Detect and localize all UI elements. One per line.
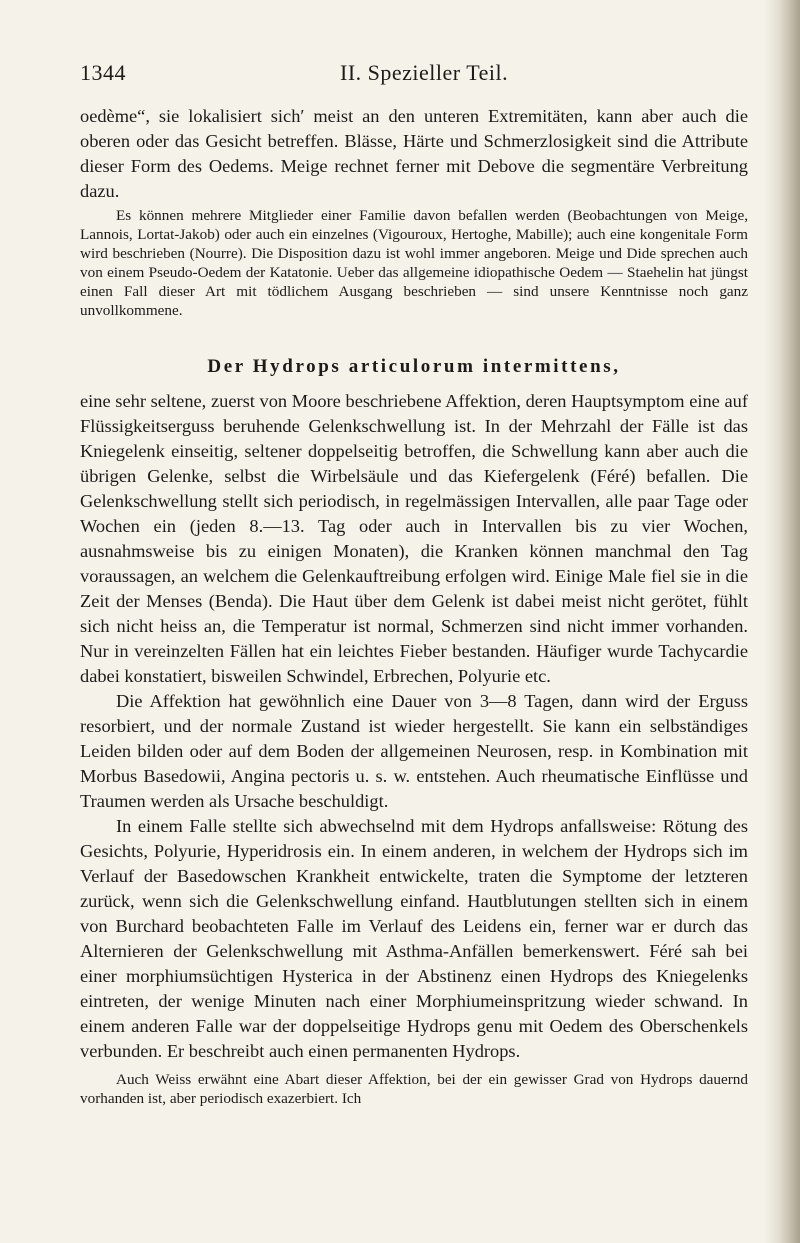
body-text [80,104,748,1108]
small-paragraph-family-cases: Es können mehrere Mitglieder einer Familie davon befallen werden (Beobachtungen von Meige, Lannois, Lortat-Jakob) oder auch ein einzelnes (Vigouroux, Hertoghe, Mabille); auch eine kongenitale Form wird beschrieben (Nourre). Die Disposition dazu ist wohl immer angeboren. Meige und Dide sprechen auch von einem Pseudo-Oedem der Katatonie. Ueber das allgemeine idiopathische Oedem — Staehelin hat jüngst einen Fall dieser Art mit tödlichem Ausgang beschrieben — sind unsere Kenntnisse noch ganz unvollkommene. [80,207,748,319]
paragraph-duration: Die Affektion hat gewöhnlich eine Dauer von 3—8 Tagen, dann wird der Erguss resorbiert, und der normale Zustand ist wieder hergestellt. Sie kann ein selbständiges Leiden bilden oder auf dem Boden der allgemeinen Neurosen, resp. in Kombination mit Morbus Basedowii, Angina pectoris u. s. w. entstehen. Auch rheumatische Einflüsse und Traumen werden als Ursache beschuldigt. [80,691,748,811]
page-binding-edge [764,0,800,1243]
paragraph-oedeme: oedème“, sie lokalisiert sich′ meist an den unteren Extremitäten, kann aber auch die oberen oder das Gesicht betreffen. Blässe, Härte und Schmerzlosigkeit sind die Attribute dieser Form des Oedems. Meige rechnet ferner mit Debove die segmentäre Verbreitung dazu. [80,106,748,201]
page-header [80,60,748,90]
paragraph-case-reports: In einem Falle stellte sich abwechselnd mit dem Hydrops anfallsweise: Rötung des Gesichts, Polyurie, Hyperidrosis ein. In einem anderen, in welchem der Hydrops sich im Verlauf der Basedowschen Krankheit entwickelte, traten die Symptome der letzteren zurück, wenn sich die Gelenkschwellung einfand. Hautblutungen stellten sich in einem von Burchard beobachteten Falle im Verlauf des Leidens ein, ferner war er durch das Alternieren der Gelenkschwellung mit Asthma-Anfällen bemerkenswert. Féré sah bei einer morphiumsüchtigen Hysterica in der Abstinenz einen Hydrops des Kniegelenks eintreten, der wenige Minuten nach einer Morphiumeinspritzung wieder schwand. In einem anderen Falle war der doppelseitige Hydrops genu mit Oedem des Oberschenkels verbunden. Er beschreibt auch einen permanenten Hydrops. [80,816,748,1061]
paragraph-hydrops-description: eine sehr seltene, zuerst von Moore beschriebene Affektion, deren Hauptsymptom eine auf Flüssigkeitserguss beruhende Gelenkschwellung ist. In der Mehrzahl der Fälle ist das Kniegelenk einseitig, seltener doppelseitig betroffen, die Schwellung kann aber auch die übrigen Gelenke, selbst die Wirbelsäule und das Kiefergelenk (Féré) befallen. Die Gelenkschwellung stellt sich periodisch, in regelmässigen Intervallen, alle paar Tage oder Wochen ein (jeden 8.—13. Tag oder auch in Intervallen bis zu vier Wochen, ausnahmsweise bis zu einigen Monaten), die Kranken können manchmal den Tag voraussagen, an welchem die Gelenkauftreibung erfolgen wird. Einige Male fiel sie in die Zeit der Menses (Benda). Die Haut über dem Gelenk ist dabei meist nicht gerötet, fühlt sich nicht heiss an, die Temperatur ist normal, Schmerzen sind nicht immer vorhanden. Nur in vereinzelten Fällen hat ein leichtes Fieber bestanden. Häufiger wurde Tachycardie dabei konstatiert, bisweilen Schwindel, Erbrechen, Polyurie etc. [80,391,748,686]
small-paragraph-weiss: Auch Weiss erwähnt eine Abart dieser Affektion, bei der ein gewisser Grad von Hydrops dauernd vorhanden ist, aber periodisch exazerbiert. Ich [80,1071,748,1107]
page-number: 1344 [80,60,126,85]
running-title: II. Spezieller Teil. [340,60,509,85]
section-heading-hydrops: Der Hydrops articulorum intermittens, [207,356,621,377]
